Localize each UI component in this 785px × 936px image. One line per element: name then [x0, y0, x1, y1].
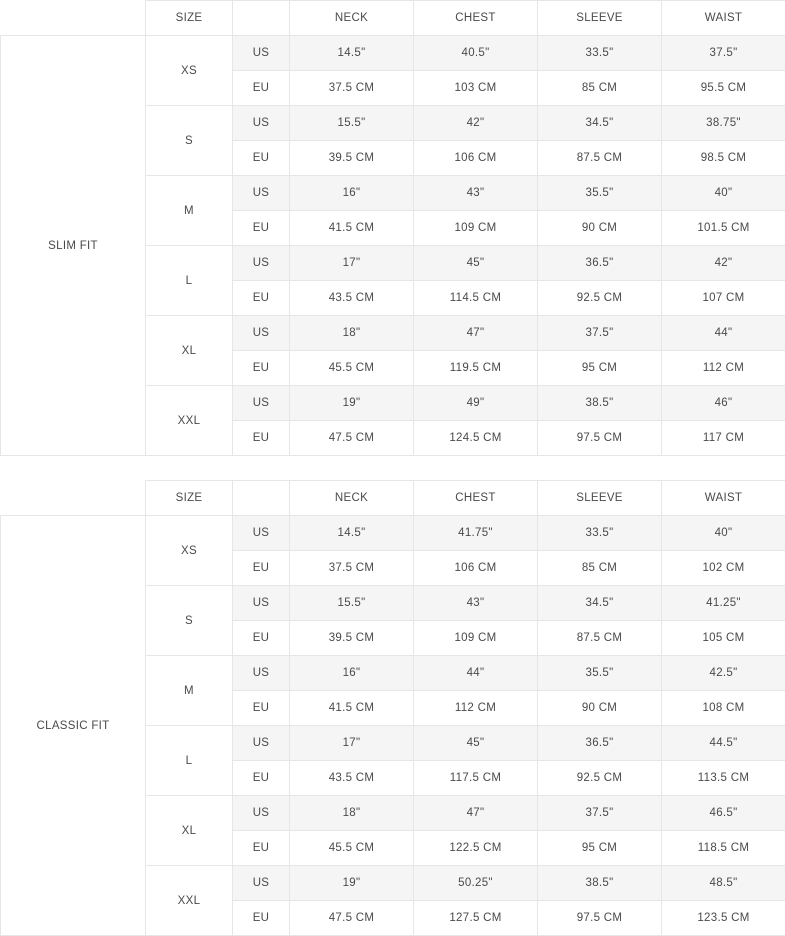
table-row — [1, 36, 785, 71]
sleeve-value: 92.5 CM — [538, 281, 662, 316]
neck-value: 18" — [290, 316, 414, 351]
sleeve-value: 92.5 CM — [538, 761, 662, 796]
waist-value: 101.5 CM — [662, 211, 785, 246]
waist-value: 41.25" — [662, 586, 785, 621]
neck-value: 43.5 CM — [290, 761, 414, 796]
sleeve-value: 87.5 CM — [538, 141, 662, 176]
waist-value: 118.5 CM — [662, 831, 785, 866]
unit-label: EU — [233, 831, 290, 866]
waist-value: 112 CM — [662, 351, 785, 386]
size-label: S — [146, 106, 233, 176]
size-label: L — [146, 726, 233, 796]
waist-value: 40" — [662, 176, 785, 211]
chest-value: 119.5 CM — [414, 351, 538, 386]
chest-value: 127.5 CM — [414, 901, 538, 936]
neck-value: 16" — [290, 176, 414, 211]
unit-label: US — [233, 246, 290, 281]
neck-value: 14.5" — [290, 36, 414, 71]
waist-value: 48.5" — [662, 866, 785, 901]
size-label: M — [146, 176, 233, 246]
neck-value: 43.5 CM — [290, 281, 414, 316]
chest-value: 112 CM — [414, 691, 538, 726]
chest-value: 45" — [414, 246, 538, 281]
unit-label: EU — [233, 761, 290, 796]
chest-value: 40.5" — [414, 36, 538, 71]
waist-value: 44.5" — [662, 726, 785, 761]
header-blank-unit — [233, 1, 290, 36]
neck-value: 39.5 CM — [290, 141, 414, 176]
fit-label: SLIM FIT — [1, 36, 146, 456]
size-table-classic-fit — [0, 480, 785, 936]
size-label: L — [146, 246, 233, 316]
unit-label: US — [233, 106, 290, 141]
header-blank-unit — [233, 481, 290, 516]
size-label: M — [146, 656, 233, 726]
chest-value: 114.5 CM — [414, 281, 538, 316]
sleeve-value: 90 CM — [538, 691, 662, 726]
table-header-classic-fit — [1, 481, 785, 516]
header-size: SIZE — [146, 481, 233, 516]
sleeve-value: 85 CM — [538, 551, 662, 586]
waist-value: 44" — [662, 316, 785, 351]
header-row — [1, 481, 785, 516]
sleeve-value: 37.5" — [538, 796, 662, 831]
sleeve-value: 97.5 CM — [538, 901, 662, 936]
header-sleeve: SLEEVE — [538, 1, 662, 36]
unit-label: EU — [233, 281, 290, 316]
unit-label: EU — [233, 551, 290, 586]
size-label: XL — [146, 316, 233, 386]
unit-label: EU — [233, 351, 290, 386]
sleeve-value: 95 CM — [538, 831, 662, 866]
header-blank-fit — [1, 1, 146, 36]
unit-label: US — [233, 516, 290, 551]
unit-label: EU — [233, 141, 290, 176]
waist-value: 117 CM — [662, 421, 785, 456]
neck-value: 16" — [290, 656, 414, 691]
sleeve-value: 34.5" — [538, 106, 662, 141]
chest-value: 42" — [414, 106, 538, 141]
chest-value: 43" — [414, 586, 538, 621]
chest-value: 49" — [414, 386, 538, 421]
unit-label: US — [233, 866, 290, 901]
table-body-classic-fit — [1, 516, 785, 936]
waist-value: 95.5 CM — [662, 71, 785, 106]
chest-value: 109 CM — [414, 211, 538, 246]
waist-value: 108 CM — [662, 691, 785, 726]
sleeve-value: 90 CM — [538, 211, 662, 246]
chest-value: 43" — [414, 176, 538, 211]
waist-value: 46.5" — [662, 796, 785, 831]
header-waist: WAIST — [662, 1, 785, 36]
sleeve-value: 38.5" — [538, 386, 662, 421]
chest-value: 44" — [414, 656, 538, 691]
header-chest: CHEST — [414, 481, 538, 516]
header-neck: NECK — [290, 1, 414, 36]
sleeve-value: 95 CM — [538, 351, 662, 386]
chest-value: 117.5 CM — [414, 761, 538, 796]
unit-label: US — [233, 586, 290, 621]
header-row — [1, 1, 785, 36]
neck-value: 39.5 CM — [290, 621, 414, 656]
sleeve-value: 33.5" — [538, 36, 662, 71]
size-label: XXL — [146, 386, 233, 456]
fit-label: CLASSIC FIT — [1, 516, 146, 936]
chest-value: 106 CM — [414, 551, 538, 586]
sleeve-value: 34.5" — [538, 586, 662, 621]
chest-value: 109 CM — [414, 621, 538, 656]
sleeve-value: 36.5" — [538, 726, 662, 761]
neck-value: 19" — [290, 386, 414, 421]
chest-value: 106 CM — [414, 141, 538, 176]
table-body-slim-fit — [1, 36, 785, 456]
neck-value: 15.5" — [290, 586, 414, 621]
waist-value: 37.5" — [662, 36, 785, 71]
size-label: XXL — [146, 866, 233, 936]
neck-value: 37.5 CM — [290, 551, 414, 586]
neck-value: 41.5 CM — [290, 691, 414, 726]
unit-label: US — [233, 656, 290, 691]
size-label: XS — [146, 36, 233, 106]
chest-value: 41.75" — [414, 516, 538, 551]
unit-label: EU — [233, 71, 290, 106]
unit-label: EU — [233, 211, 290, 246]
chest-value: 47" — [414, 316, 538, 351]
header-chest: CHEST — [414, 1, 538, 36]
size-table-slim-fit — [0, 0, 785, 456]
waist-value: 102 CM — [662, 551, 785, 586]
unit-label: US — [233, 36, 290, 71]
unit-label: EU — [233, 421, 290, 456]
header-neck: NECK — [290, 481, 414, 516]
size-label: XL — [146, 796, 233, 866]
waist-value: 107 CM — [662, 281, 785, 316]
neck-value: 17" — [290, 726, 414, 761]
sleeve-value: 36.5" — [538, 246, 662, 281]
unit-label: US — [233, 796, 290, 831]
table-row — [1, 516, 785, 551]
sleeve-value: 35.5" — [538, 176, 662, 211]
unit-label: EU — [233, 901, 290, 936]
neck-value: 41.5 CM — [290, 211, 414, 246]
unit-label: EU — [233, 621, 290, 656]
table-separator — [0, 456, 785, 480]
sleeve-value: 37.5" — [538, 316, 662, 351]
unit-label: US — [233, 726, 290, 761]
neck-value: 15.5" — [290, 106, 414, 141]
waist-value: 42.5" — [662, 656, 785, 691]
unit-label: US — [233, 386, 290, 421]
header-waist: WAIST — [662, 481, 785, 516]
header-sleeve: SLEEVE — [538, 481, 662, 516]
neck-value: 45.5 CM — [290, 351, 414, 386]
waist-value: 123.5 CM — [662, 901, 785, 936]
size-label: S — [146, 586, 233, 656]
waist-value: 105 CM — [662, 621, 785, 656]
waist-value: 42" — [662, 246, 785, 281]
header-blank-fit — [1, 481, 146, 516]
neck-value: 47.5 CM — [290, 421, 414, 456]
neck-value: 17" — [290, 246, 414, 281]
unit-label: US — [233, 316, 290, 351]
neck-value: 14.5" — [290, 516, 414, 551]
neck-value: 47.5 CM — [290, 901, 414, 936]
unit-label: EU — [233, 691, 290, 726]
sleeve-value: 35.5" — [538, 656, 662, 691]
sleeve-value: 87.5 CM — [538, 621, 662, 656]
table-header-slim-fit — [1, 1, 785, 36]
waist-value: 98.5 CM — [662, 141, 785, 176]
neck-value: 37.5 CM — [290, 71, 414, 106]
sleeve-value: 97.5 CM — [538, 421, 662, 456]
unit-label: US — [233, 176, 290, 211]
neck-value: 18" — [290, 796, 414, 831]
header-size: SIZE — [146, 1, 233, 36]
chest-value: 50.25" — [414, 866, 538, 901]
chest-value: 124.5 CM — [414, 421, 538, 456]
sleeve-value: 33.5" — [538, 516, 662, 551]
chest-value: 45" — [414, 726, 538, 761]
waist-value: 40" — [662, 516, 785, 551]
size-label: XS — [146, 516, 233, 586]
chest-value: 47" — [414, 796, 538, 831]
neck-value: 19" — [290, 866, 414, 901]
waist-value: 113.5 CM — [662, 761, 785, 796]
sleeve-value: 38.5" — [538, 866, 662, 901]
waist-value: 38.75" — [662, 106, 785, 141]
chest-value: 103 CM — [414, 71, 538, 106]
sleeve-value: 85 CM — [538, 71, 662, 106]
neck-value: 45.5 CM — [290, 831, 414, 866]
chest-value: 122.5 CM — [414, 831, 538, 866]
waist-value: 46" — [662, 386, 785, 421]
